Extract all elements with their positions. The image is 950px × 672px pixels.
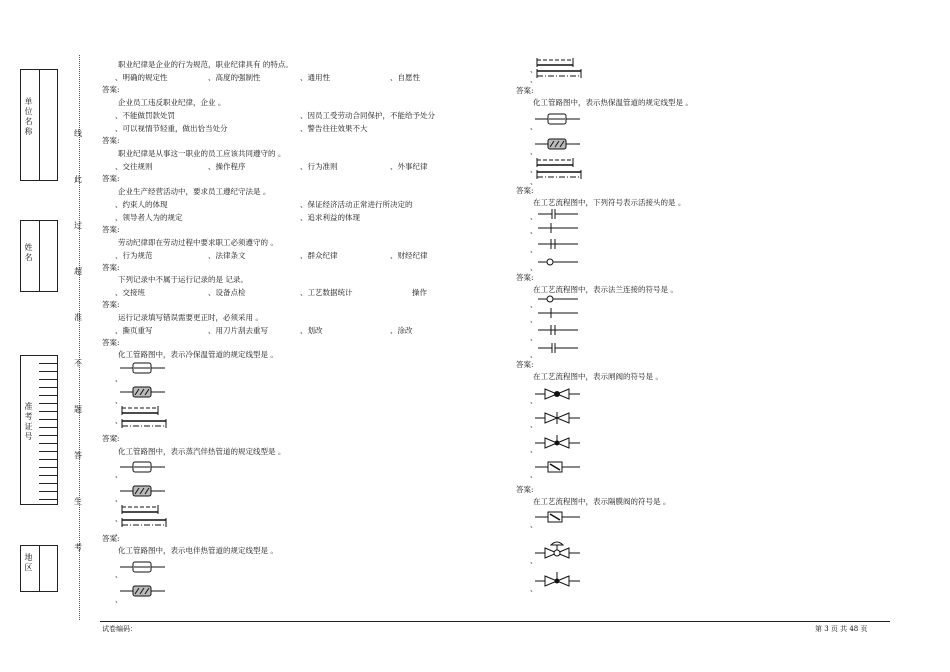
answer-label: 答案: xyxy=(102,225,120,234)
option-mark: 、 xyxy=(115,528,123,537)
cut-char: 生 xyxy=(74,497,82,506)
ticket-grid xyxy=(39,356,57,504)
option-mark: 、 xyxy=(115,416,123,425)
flange-symbol xyxy=(538,307,578,319)
union-symbol xyxy=(538,208,578,220)
valve-symbol xyxy=(535,461,580,473)
ticket-label: 准考证号 xyxy=(24,402,33,442)
answer-label: 答案: xyxy=(516,273,534,282)
question-text: 化工管路图中，表示蒸汽伴热管道的规定线型是 。 xyxy=(118,447,286,456)
question-text: 化工管路图中，表示冷保温管道的规定线型是 。 xyxy=(118,350,278,359)
question-text: 下列记录中不属于运行记录的是 记录。 xyxy=(118,275,248,284)
option: 、通用性 xyxy=(300,73,330,82)
option-mark: 、 xyxy=(530,245,538,254)
union-symbol xyxy=(538,256,578,268)
flange-symbol xyxy=(538,324,578,336)
option: 、工艺数据统计 xyxy=(300,288,353,297)
option: 、用刀片刮去重写 xyxy=(208,326,268,335)
option-mark: 、 xyxy=(530,263,538,272)
answer-label: 答案: xyxy=(102,263,120,272)
option-mark: 、 xyxy=(115,396,123,405)
pipe-symbol-hatched xyxy=(120,485,165,497)
pipe-symbol-dashdot xyxy=(120,419,170,429)
answer-label: 答案: xyxy=(102,300,120,309)
valve-symbol xyxy=(535,434,580,450)
option-mark: 、 xyxy=(530,520,538,529)
question-text: 职业纪律是企业的行为规范，职业纪律具有 的特点。 xyxy=(118,60,293,69)
option-mark: 、 xyxy=(530,396,538,405)
option-mark: 、 xyxy=(115,374,123,383)
answer-label: 答案: xyxy=(102,136,120,145)
valve-symbol xyxy=(535,411,580,425)
option-mark: 、 xyxy=(530,470,538,479)
option: 、警告往往效果不大 xyxy=(300,124,368,133)
pipe-symbol-dashdot xyxy=(535,170,585,180)
valve-symbol xyxy=(535,570,580,588)
union-symbol xyxy=(538,222,578,234)
option-mark: 、 xyxy=(530,445,538,454)
option: 、操作程序 xyxy=(208,162,246,171)
cut-char: 线 xyxy=(74,129,82,138)
cut-char: 考 xyxy=(74,543,82,552)
cut-char: 题 xyxy=(74,405,82,414)
diaphragm-valve-symbol xyxy=(535,540,580,560)
option: 、领导者人为的规定 xyxy=(115,213,183,222)
option: 、行为规范 xyxy=(115,251,153,260)
question-text: 运行记录填写错误需要更正时，必须采用 。 xyxy=(118,313,263,322)
page-number: 第 3 页 共 48 页 xyxy=(815,625,868,633)
cut-char: 准 xyxy=(74,313,82,322)
pipe-symbol-hatched xyxy=(120,585,165,597)
option: 、法律条文 xyxy=(208,251,246,260)
option: 、交接班 xyxy=(115,288,145,297)
option-mark: 、 xyxy=(530,147,538,156)
question-text: 在工艺流程图中，表示隔膜阀的符号是 。 xyxy=(533,497,671,506)
pipe-symbol-dashed xyxy=(120,505,165,515)
answer-label: 答案: xyxy=(516,186,534,195)
question-text: 在工艺流程图中，表示闸阀的符号是 。 xyxy=(533,372,663,381)
pipe-symbol-dashed xyxy=(535,58,580,68)
footer-rule xyxy=(100,621,890,622)
option: 、交往规则 xyxy=(115,162,153,171)
pipe-symbol-dashdot xyxy=(535,69,585,79)
paper-code-label: 试卷编码： xyxy=(102,625,137,633)
pipe-symbol-jacket xyxy=(120,561,165,573)
option-mark: 、 xyxy=(115,494,123,503)
question-text: 化工管路图中，表示电伴热管道的规定线型是 。 xyxy=(118,546,278,555)
pipe-symbol-dashed xyxy=(535,158,580,168)
option-mark: 、 xyxy=(530,75,538,84)
question-text: 劳动纪律即在劳动过程中要求职工必须遵守的 。 xyxy=(118,238,278,247)
valve-symbol xyxy=(535,511,580,523)
option-mark: 、 xyxy=(530,350,538,359)
answer-label: 答案: xyxy=(102,434,120,443)
option-mark: 、 xyxy=(530,177,538,186)
valve-symbol xyxy=(535,387,580,401)
region-label: 地区 xyxy=(24,553,33,573)
pipe-symbol-dashdot xyxy=(120,518,170,528)
cut-char: 不 xyxy=(74,359,82,368)
option-mark: 、 xyxy=(115,570,123,579)
pipe-symbol-dashed xyxy=(120,406,165,416)
option: 、高度的强制性 xyxy=(208,73,261,82)
option: 、行为准则 xyxy=(300,162,338,171)
unit-label: 单位名称 xyxy=(24,97,33,137)
answer-label: 答案: xyxy=(516,86,534,95)
pipe-symbol-jacket xyxy=(120,461,165,473)
option-mark: 、 xyxy=(530,65,538,74)
option: 、自愿性 xyxy=(390,73,420,82)
pipe-symbol-hatched xyxy=(535,138,580,150)
cut-line xyxy=(79,55,80,620)
option-mark: 、 xyxy=(530,300,538,309)
answer-label: 答案: xyxy=(516,360,534,369)
answer-label: 答案: xyxy=(102,174,120,183)
union-symbol xyxy=(538,238,578,250)
option-mark: 、 xyxy=(530,226,538,235)
option-mark: 、 xyxy=(530,122,538,131)
flange-symbol xyxy=(538,342,578,354)
option: 、划改 xyxy=(300,326,323,335)
question-text: 职业纪律是从事这一职业的员工应该共同遵守的 。 xyxy=(118,149,286,158)
question-text: 企业员工违反职业纪律，企业 。 xyxy=(118,98,226,107)
answer-label: 答案: xyxy=(516,485,534,494)
option: 、因员工受劳动合同保护，不能给予处分 xyxy=(300,111,435,120)
option-mark: 、 xyxy=(530,315,538,324)
pipe-symbol-jacket xyxy=(120,362,165,374)
option: 、不能做罚款处罚 xyxy=(115,111,175,120)
option: 、保证经济活动正常进行所决定的 xyxy=(300,200,413,209)
cut-char: 此 xyxy=(74,175,82,184)
flange-symbol xyxy=(538,293,578,305)
option-mark: 、 xyxy=(530,584,538,593)
option: 、设备点检 xyxy=(208,288,246,297)
question-text: 化工管路图中，表示热保温管道的规定线型是 。 xyxy=(533,98,693,107)
option-mark: 、 xyxy=(530,212,538,221)
option: 、明确的规定性 xyxy=(115,73,168,82)
option-mark: 、 xyxy=(530,333,538,342)
option-mark: 、 xyxy=(115,470,123,479)
cut-char: 超 xyxy=(74,267,82,276)
option: 、群众纪律 xyxy=(300,251,338,260)
answer-label: 答案: xyxy=(102,85,120,94)
option: 、撕页重写 xyxy=(115,326,153,335)
option-mark: 、 xyxy=(115,514,123,523)
option-mark: 、 xyxy=(530,556,538,565)
question-text: 在工艺流程图中，表示法兰连接的符号是 。 xyxy=(533,285,678,294)
answer-label: 答案: xyxy=(102,338,120,347)
name-label: 姓名 xyxy=(24,243,33,263)
option: 、约束人的体现 xyxy=(115,200,168,209)
pipe-symbol-hatched xyxy=(120,386,165,398)
option-mark: 、 xyxy=(115,595,123,604)
option-mark: 、 xyxy=(530,420,538,429)
question-text: 在工艺流程图中，下列符号表示活接头的是 。 xyxy=(533,198,686,207)
cut-char: 答 xyxy=(74,451,82,460)
option: 、涂改 xyxy=(390,326,413,335)
option: 、可以视情节轻重，做出恰当处分 xyxy=(115,124,228,133)
answer-label: 答案: xyxy=(102,534,120,543)
option-mark: 、 xyxy=(115,429,123,438)
option: 操作 xyxy=(412,288,427,297)
cut-char: 过 xyxy=(74,221,82,230)
option: 、财经纪律 xyxy=(390,251,428,260)
option: 、追求利益的体现 xyxy=(300,213,360,222)
option-mark: 、 xyxy=(530,165,538,174)
pipe-symbol-jacket xyxy=(535,113,580,125)
option: 、外事纪律 xyxy=(390,162,428,171)
question-text: 企业生产经营活动中，要求员工遵纪守法是 。 xyxy=(118,187,271,196)
